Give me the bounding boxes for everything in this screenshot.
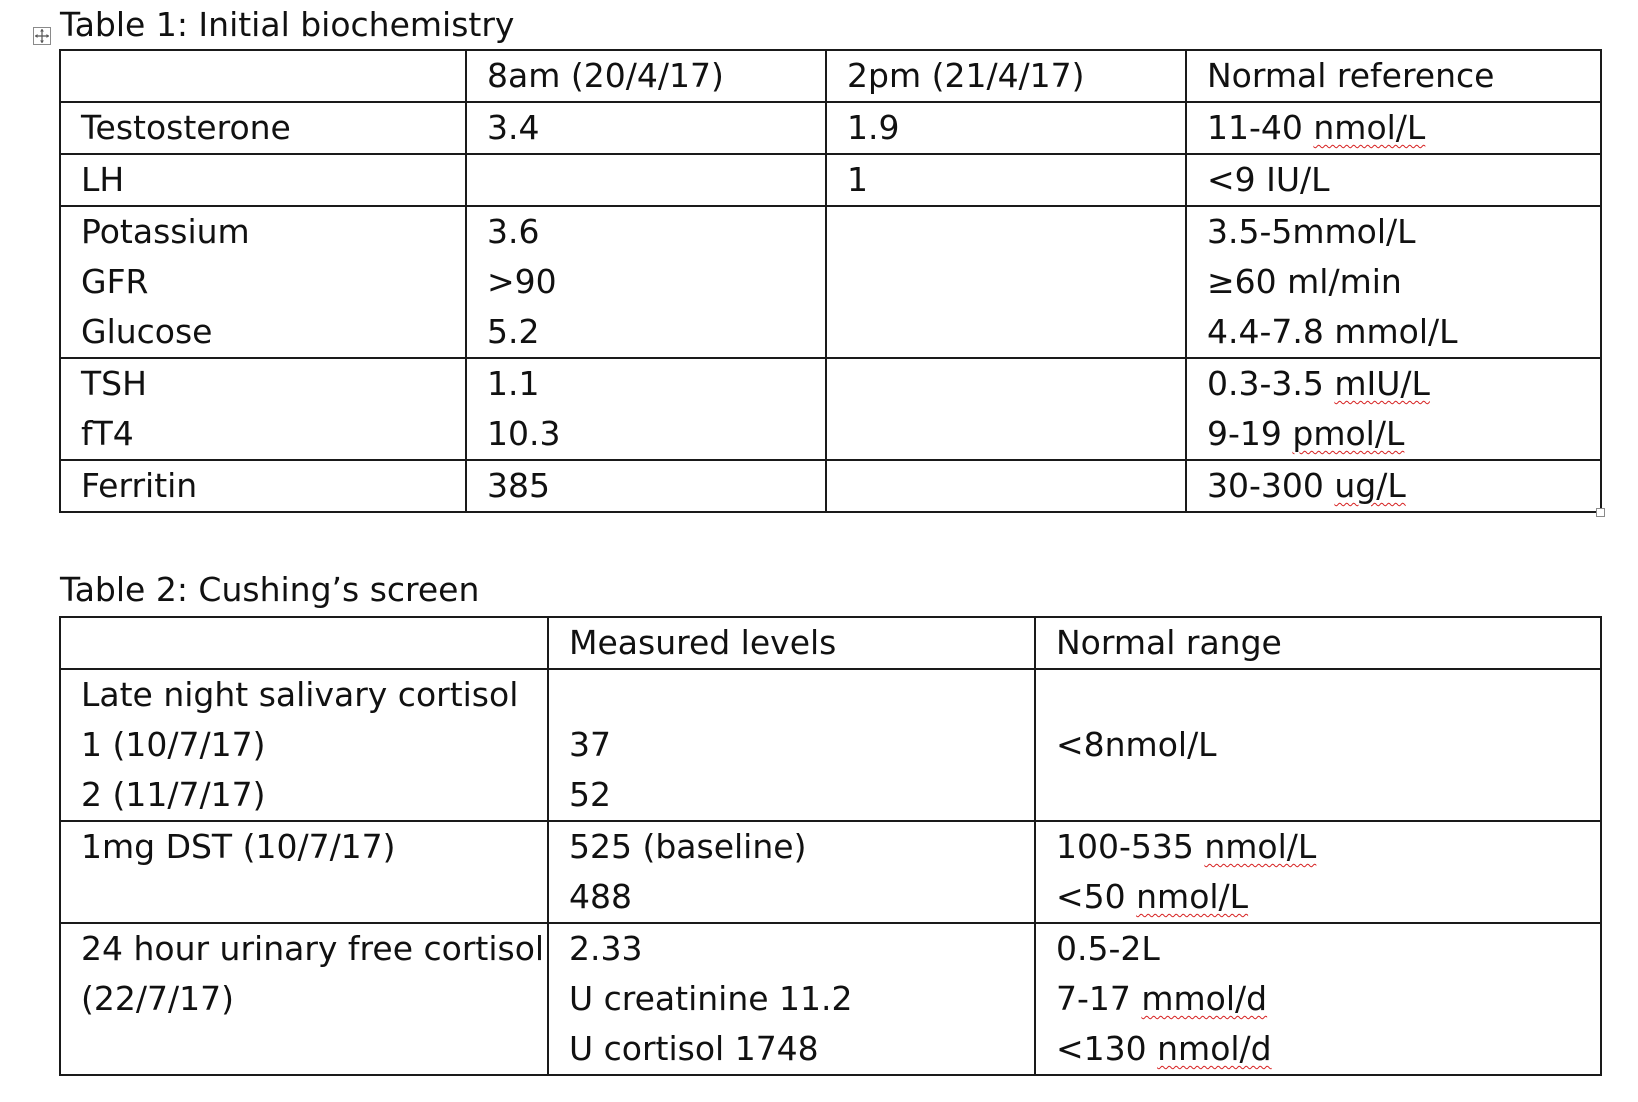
- table1-caption: Table 1: Initial biochemistry: [60, 5, 515, 44]
- table-row: [60, 102, 1601, 154]
- column-header-label: [81, 51, 465, 101]
- column-header-label: Measured levels: [569, 623, 837, 662]
- am-value-cell: [466, 206, 826, 358]
- test-name: [81, 872, 547, 922]
- column-header: [1035, 617, 1601, 669]
- normal-range-value: [1056, 670, 1600, 720]
- reference-value: [1207, 155, 1600, 205]
- reference-cell: [1186, 206, 1601, 358]
- reference-value-text: 3.5-5mmol/L: [1207, 212, 1416, 251]
- normal-range-value: [1056, 770, 1600, 820]
- reference-value-unit: nmol/L: [1313, 108, 1426, 147]
- test-name: GFR: [81, 262, 149, 301]
- pm-value-cell: [826, 358, 1186, 460]
- header-row: [60, 617, 1601, 669]
- normal-range-cell: [1035, 923, 1601, 1075]
- table-row: [60, 460, 1601, 512]
- reference-cell: [1186, 358, 1601, 460]
- test-name-cell: [60, 206, 466, 358]
- pm-value-cell: [826, 460, 1186, 512]
- test-name: 2 (11/7/17): [81, 775, 266, 814]
- measured-value: 2.33: [569, 929, 643, 968]
- column-header: [826, 50, 1186, 102]
- measured-value-cell: [548, 669, 1035, 821]
- column-header-label: 2pm (21/4/17): [847, 56, 1085, 95]
- reference-value-text: 11-40: [1207, 108, 1314, 147]
- measured-value: U cortisol 1748: [569, 1029, 819, 1068]
- table-row: [60, 669, 1601, 821]
- am-value: 3.4: [487, 108, 540, 147]
- test-name-cell: [60, 821, 548, 923]
- table-row: [60, 206, 1601, 358]
- am-value-cell: [466, 460, 826, 512]
- am-value: 10.3: [487, 414, 561, 453]
- test-name: fT4: [81, 414, 134, 453]
- am-value: >90: [487, 262, 557, 301]
- reference-value-text: 9-19: [1207, 414, 1293, 453]
- test-name: (22/7/17): [81, 979, 234, 1018]
- normal-range-value-unit: nmol/d: [1157, 1029, 1272, 1068]
- reference-value-unit: ug/L: [1334, 466, 1406, 505]
- column-header: [60, 617, 548, 669]
- column-header-label: 8am (20/4/17): [487, 56, 724, 95]
- test-name: Glucose: [81, 312, 213, 351]
- column-header-label: Normal reference: [1207, 56, 1495, 95]
- measured-value: 488: [569, 877, 632, 916]
- normal-range-value-text: <50: [1056, 877, 1137, 916]
- table-row: [60, 358, 1601, 460]
- normal-range-value-text: <8nmol/L: [1056, 725, 1217, 764]
- test-name-cell: [60, 460, 466, 512]
- normal-range-value: [1056, 974, 1600, 1024]
- test-name-cell: [60, 102, 466, 154]
- am-value-cell: [466, 358, 826, 460]
- normal-range-value-unit: nmol/L: [1204, 827, 1317, 866]
- reference-cell: [1186, 460, 1601, 512]
- normal-range-value: [1056, 720, 1600, 770]
- reference-value: [1207, 307, 1600, 357]
- pm-value-cell: [826, 154, 1186, 206]
- reference-cell: [1186, 102, 1601, 154]
- test-name: Late night salivary cortisol: [81, 675, 519, 714]
- reference-value-text: ≥60 ml/min: [1207, 262, 1402, 301]
- am-value: 5.2: [487, 312, 540, 351]
- normal-range-cell: [1035, 821, 1601, 923]
- table-row: [60, 821, 1601, 923]
- test-name: Testosterone: [81, 108, 291, 147]
- column-header: [466, 50, 826, 102]
- column-header: [1186, 50, 1601, 102]
- table-resize-handle[interactable]: [1596, 508, 1605, 517]
- measured-value: U creatinine 11.2: [569, 979, 853, 1018]
- test-name-cell: [60, 669, 548, 821]
- pm-value-cell: [826, 102, 1186, 154]
- am-value-cell: [466, 102, 826, 154]
- reference-value-unit: mIU/L: [1334, 364, 1430, 403]
- normal-range-value-text: 100-535: [1056, 827, 1205, 866]
- normal-range-value-text: 0.5-2L: [1056, 929, 1160, 968]
- measured-value-cell: [548, 923, 1035, 1075]
- column-header: [548, 617, 1035, 669]
- reference-cell: [1186, 154, 1601, 206]
- reference-value: [1207, 257, 1600, 307]
- pm-value: 1: [847, 160, 868, 199]
- column-header: [60, 50, 466, 102]
- test-name: Ferritin: [81, 466, 198, 505]
- measured-value: [569, 670, 1034, 720]
- test-name-cell: [60, 923, 548, 1075]
- measured-value: 52: [569, 775, 611, 814]
- test-name-cell: [60, 154, 466, 206]
- header-row: [60, 50, 1601, 102]
- am-value: 385: [487, 466, 550, 505]
- test-name: 1 (10/7/17): [81, 725, 266, 764]
- reference-value: [1207, 103, 1600, 153]
- reference-value: [1207, 409, 1600, 459]
- normal-range-value: [1056, 1024, 1600, 1074]
- initial-biochemistry-table: [59, 49, 1602, 513]
- normal-range-value-unit: nmol/L: [1136, 877, 1249, 916]
- am-value-cell: [466, 154, 826, 206]
- measured-value-cell: [548, 821, 1035, 923]
- measured-value: 525 (baseline): [569, 827, 807, 866]
- table-row: [60, 923, 1601, 1075]
- reference-value: [1207, 207, 1600, 257]
- test-name: 24 hour urinary free cortisol: [81, 929, 545, 968]
- test-name-cell: [60, 358, 466, 460]
- normal-range-value: [1056, 822, 1600, 872]
- reference-value: [1207, 461, 1600, 511]
- reference-value: [1207, 359, 1600, 409]
- pm-value: 1.9: [847, 108, 900, 147]
- test-name: TSH: [81, 364, 147, 403]
- reference-value-text: 0.3-3.5: [1207, 364, 1335, 403]
- column-header-label: [81, 618, 547, 668]
- cushings-screen-table: [59, 616, 1602, 1076]
- column-header-label: Normal range: [1056, 623, 1282, 662]
- normal-range-value-unit: mmol/d: [1141, 979, 1268, 1018]
- normal-range-value-text: <130: [1056, 1029, 1158, 1068]
- test-name: LH: [81, 160, 125, 199]
- am-value: 3.6: [487, 212, 540, 251]
- normal-range-cell: [1035, 669, 1601, 821]
- reference-value-unit: pmol/L: [1292, 414, 1405, 453]
- table2-caption: Table 2: Cushing’s screen: [60, 570, 480, 609]
- normal-range-value: [1056, 872, 1600, 922]
- table-row: [60, 154, 1601, 206]
- normal-range-value: [1056, 924, 1600, 974]
- table-move-handle[interactable]: [33, 27, 51, 45]
- test-name: [81, 1024, 547, 1074]
- test-name: Potassium: [81, 212, 250, 251]
- pm-value-cell: [826, 206, 1186, 358]
- test-name: 1mg DST (10/7/17): [81, 827, 396, 866]
- reference-value-text: <9 IU/L: [1207, 160, 1330, 199]
- move-arrows-icon: [34, 28, 50, 44]
- measured-value: 37: [569, 725, 611, 764]
- normal-range-value-text: 7-17: [1056, 979, 1142, 1018]
- reference-value-text: 4.4-7.8 mmol/L: [1207, 312, 1458, 351]
- am-value: 1.1: [487, 364, 540, 403]
- reference-value-text: 30-300: [1207, 466, 1335, 505]
